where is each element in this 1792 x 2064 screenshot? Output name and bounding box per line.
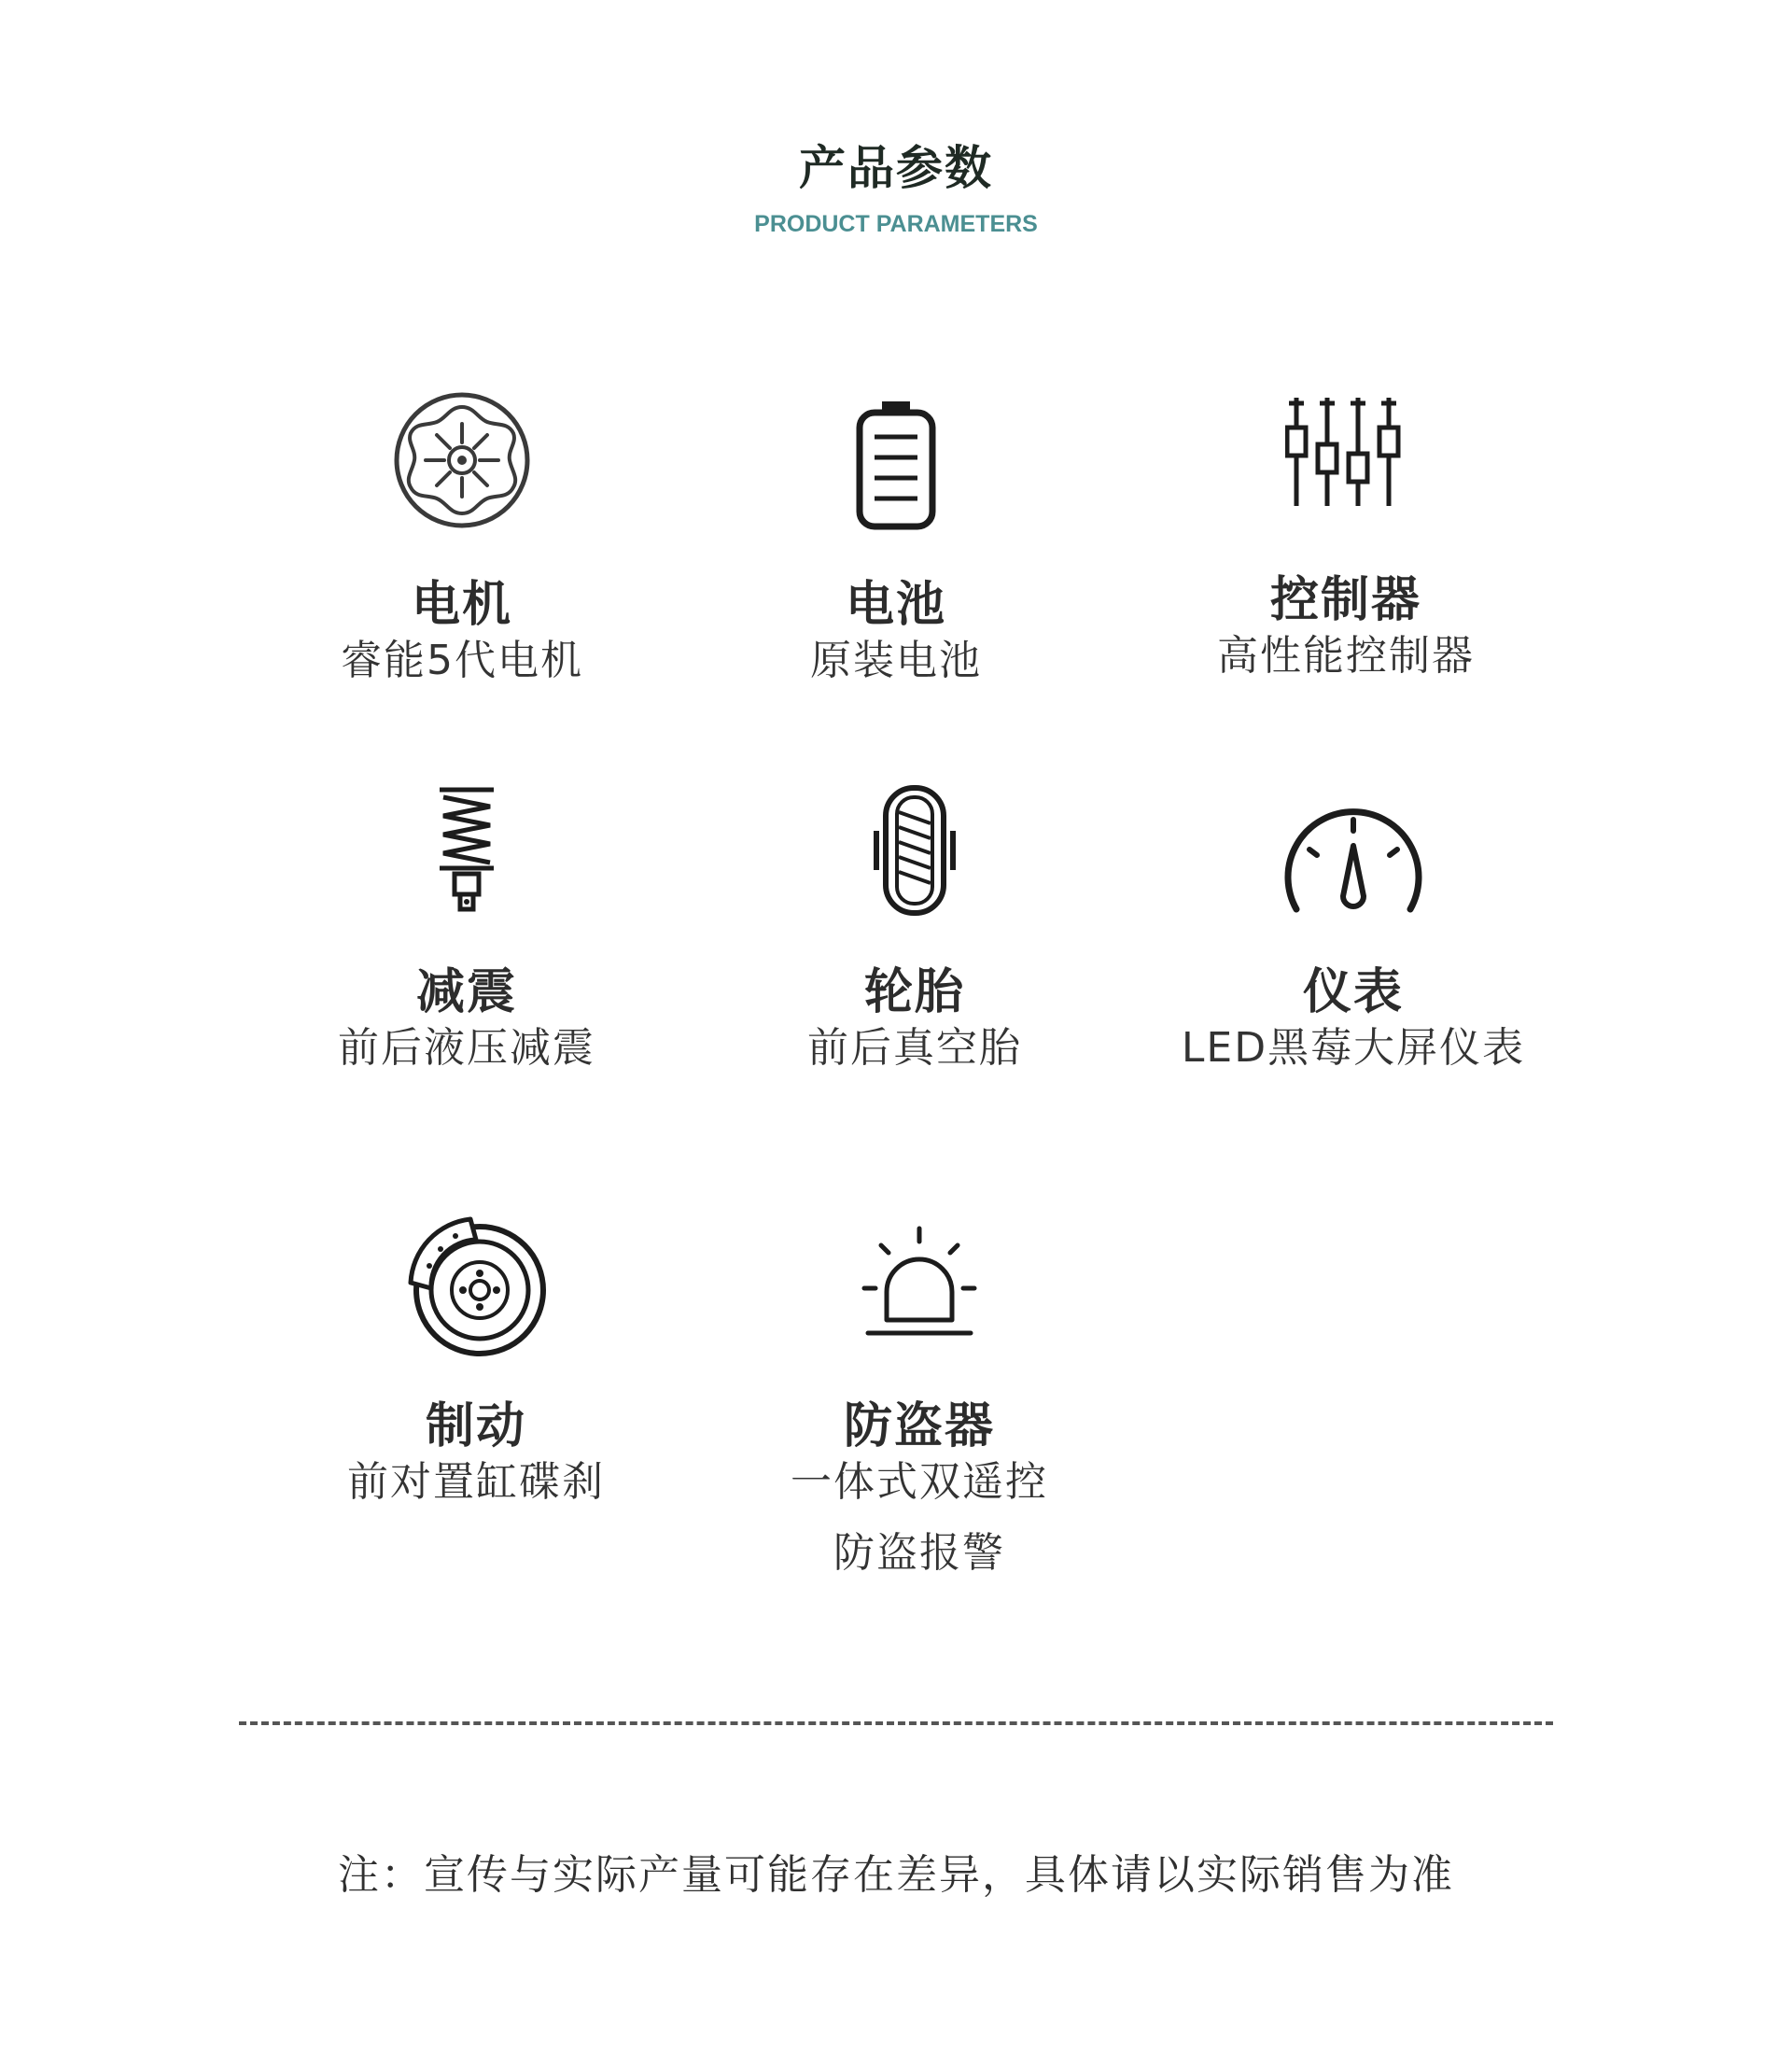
- param-item-alarm: [677, 1214, 1162, 1606]
- param-name: 仪表: [1302, 964, 1404, 1020]
- param-item-brake: [233, 1214, 719, 1531]
- param-item-motor: [219, 383, 705, 700]
- param-name: 电机: [411, 577, 512, 633]
- param-item-battery: [653, 383, 1139, 700]
- dashed-divider: [239, 1721, 1553, 1725]
- param-item-tire: [672, 784, 1157, 1102]
- param-desc: 睿能5代电机: [341, 637, 583, 684]
- param-item-shock: [224, 784, 709, 1102]
- param-desc: 一体式双遥控: [791, 1458, 1048, 1506]
- param-desc: 原装电池: [810, 637, 982, 684]
- speedometer-icon: [1283, 799, 1423, 920]
- disc-brake-icon: [403, 1214, 549, 1359]
- controller-sliders-icon: [1285, 396, 1407, 508]
- param-name: 控制器: [1269, 572, 1421, 628]
- param-name: 制动: [425, 1398, 526, 1454]
- tire-icon: [873, 784, 957, 917]
- param-name: 防盗器: [843, 1398, 995, 1454]
- param-desc: 高性能控制器: [1217, 632, 1475, 680]
- alarm-light-icon: [859, 1225, 980, 1339]
- param-name: 电池: [845, 577, 946, 633]
- param-desc: LED黑莓大屏仪表: [1181, 1024, 1526, 1072]
- disclaimer-note: 注：宣传与实际产量可能存在差异，具体请以实际销售为准: [338, 1851, 1454, 1899]
- page-title: 产品参数: [799, 141, 993, 195]
- param-name: 轮胎: [863, 964, 965, 1020]
- battery-icon: [854, 400, 938, 530]
- param-desc-line2: 防盗报警: [833, 1529, 1005, 1577]
- shock-absorber-icon: [434, 784, 499, 915]
- param-desc: 前后真空胎: [807, 1024, 1022, 1072]
- param-name: 减震: [415, 964, 517, 1020]
- page-subtitle: PRODUCT PARAMETERS: [754, 211, 1038, 237]
- param-desc: 前对置缸碟刹: [347, 1458, 605, 1506]
- motor-icon: [392, 390, 532, 530]
- param-item-controller: [1103, 383, 1589, 700]
- param-desc: 前后液压减震: [338, 1024, 595, 1072]
- param-item-meter: [1111, 784, 1596, 1102]
